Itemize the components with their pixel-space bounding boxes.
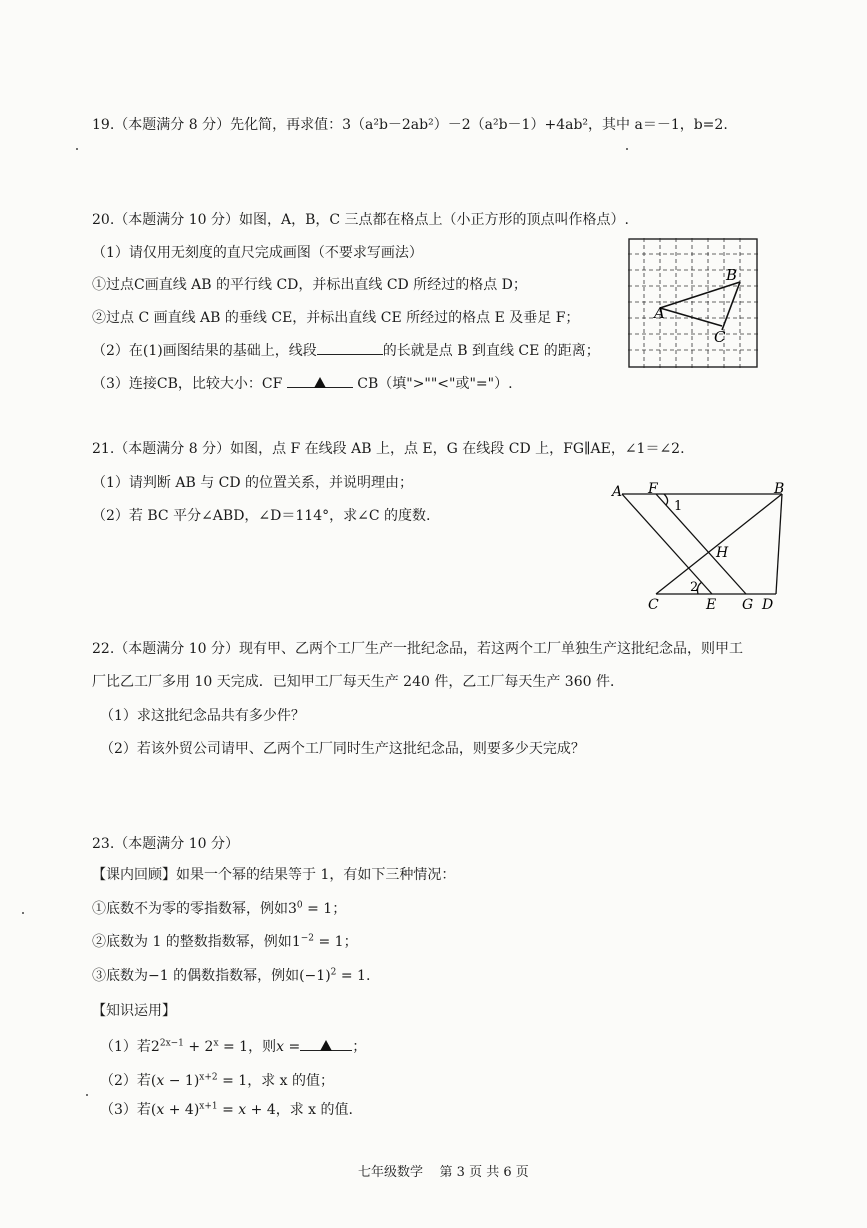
scan-speck: [626, 148, 628, 150]
sub2-equation: $(x - 1)^{x+2} = 1$: [150, 1072, 248, 1089]
q22-part2: （2）若该外贸公司请甲、乙两个工厂同时生产这批纪念品，则要多少天完成？: [100, 741, 585, 757]
sub2-post: ，求 x 的值；: [247, 1073, 334, 1089]
label-h: H: [716, 545, 729, 561]
q21-geometry-figure: [604, 478, 804, 618]
sub1-var: x: [276, 1039, 284, 1055]
scan-speck: [76, 148, 78, 150]
case3-example: $(-1)^2 = 1$: [299, 967, 366, 984]
sub3-pre: （3）若: [100, 1102, 151, 1118]
label-b: B: [726, 266, 738, 284]
label-a: A: [612, 484, 623, 500]
q20-header: 20.（本题满分 10 分）如图，A，B，C 三点都在格点上（小正方形的顶点叫作格点）.: [92, 212, 629, 228]
case2-end: ；: [343, 934, 358, 950]
q21-part1: （1）请判断 AB 与 CD 的位置关系，并说明理由；: [92, 475, 414, 491]
line-fg: [656, 494, 746, 594]
q23-apply-heading: 【知识运用】: [92, 1003, 176, 1019]
q22-line1: 22.（本题满分 10 分）现有甲、乙两个工厂生产一批纪念品，若这两个工厂单独生产这批纪念品，则甲工: [92, 641, 743, 657]
q20-part2: [92, 342, 600, 360]
answer-blank[interactable]: [300, 1038, 352, 1051]
q23-sub1: （1）若$2^{2x-1} + 2^x = 1$，则x = ；: [100, 1038, 367, 1055]
q23-header: 23.（本题满分 10 分）: [92, 836, 239, 852]
label-c: C: [714, 328, 726, 346]
q20-part3-pre: （3）连接CB，比较大小：CF: [92, 376, 283, 392]
q20-part2-post: 的长就是点 B 到直线 CE 的距离；: [382, 343, 600, 359]
sub3-equation: $(x + 4)^{x+1} = x + 4$: [150, 1101, 276, 1118]
q23-case1: [92, 900, 346, 918]
case1-text: ①底数不为零的零指数幂，例如: [92, 901, 288, 917]
sub1-pre: （1）若: [100, 1039, 151, 1055]
case3-text: ③底数为−1 的偶数指数幂，例如: [92, 968, 300, 984]
triangle-icon: [320, 1040, 332, 1051]
label-e: E: [706, 597, 717, 613]
label-d: D: [762, 597, 774, 613]
q23-case2: [92, 933, 358, 951]
q20-part3: [92, 375, 513, 393]
case2-text: ②底数为 1 的整数指数幂，例如: [92, 934, 292, 950]
case3-end: .: [365, 968, 371, 984]
q20-grid-figure: [628, 238, 760, 370]
q23-sub3: [100, 1101, 353, 1119]
sub2-pre: （2）若: [100, 1073, 151, 1089]
answer-blank[interactable]: [317, 342, 383, 355]
q22-part1: （1）求这批纪念品共有多少件？: [100, 708, 305, 724]
label-a: A: [654, 304, 665, 322]
case2-example: $1^{-2} = 1$: [291, 933, 344, 950]
line-ae: [622, 494, 712, 594]
q23-sub2: [100, 1072, 334, 1090]
scan-speck: [86, 1094, 88, 1096]
scan-speck: [22, 912, 24, 914]
q23-case3: [92, 967, 370, 985]
case1-end: ；: [332, 901, 347, 917]
sub1-mid: ，则: [248, 1039, 277, 1055]
answer-blank[interactable]: [287, 375, 353, 388]
angle-2-label: 2: [690, 580, 699, 595]
q19-text: 19.（本题满分 8 分）先化简，再求值：3（a²b－2ab²）－2（a²b－1）+4ab²，其中 a＝－1，b=2.: [92, 117, 728, 133]
q21-header: 21.（本题满分 8 分）如图，点 F 在线段 AB 上，点 E，G 在线段 CD 上，FG∥AE，∠1＝∠2.: [92, 441, 685, 457]
triangle-icon: [314, 377, 326, 388]
q20-part3-post: CB（填">""<"或"="）.: [357, 376, 513, 392]
label-f: F: [648, 481, 658, 497]
q22-line2: 厂比乙工厂多用 10 天完成．已知甲工厂每天生产 240 件，乙工厂每天生产 360 件．: [92, 674, 624, 690]
segment-bc: [722, 282, 740, 330]
angle-1-label: 1: [674, 499, 683, 514]
sub3-post: ，求 x 的值.: [275, 1102, 353, 1118]
q23-review: 【课内回顾】如果一个幂的结果等于 1，有如下三种情况：: [92, 867, 456, 883]
q20-part1a: ①过点C画直线 AB 的平行线 CD，并标出直线 CD 所经过的格点 D；: [92, 277, 527, 293]
q20-part1b: ②过点 C 画直线 AB 的垂线 CE，并标出直线 CE 所经过的格点 E 及垂足 F；: [92, 310, 580, 326]
sub1-post: ；: [352, 1039, 367, 1055]
label-c: C: [648, 597, 659, 613]
q20-part1: （1）请仅用无刻度的直尺完成画图（不要求写画法）: [92, 245, 423, 261]
sub1-equation: $2^{2x-1} + 2^x = 1$: [150, 1038, 249, 1055]
case1-example: $3^0 = 1$: [288, 900, 333, 917]
q20-part2-pre: （2）在(1)画图结果的基础上，线段: [92, 343, 317, 359]
label-b: B: [774, 481, 785, 497]
q21-part2: （2）若 BC 平分∠ABD，∠D＝114°，求∠C 的度数.: [92, 508, 431, 524]
label-g: G: [742, 597, 754, 613]
line-bd: [776, 494, 782, 594]
page-footer: 七年级数学 第 3 页 共 6 页: [358, 1165, 529, 1180]
